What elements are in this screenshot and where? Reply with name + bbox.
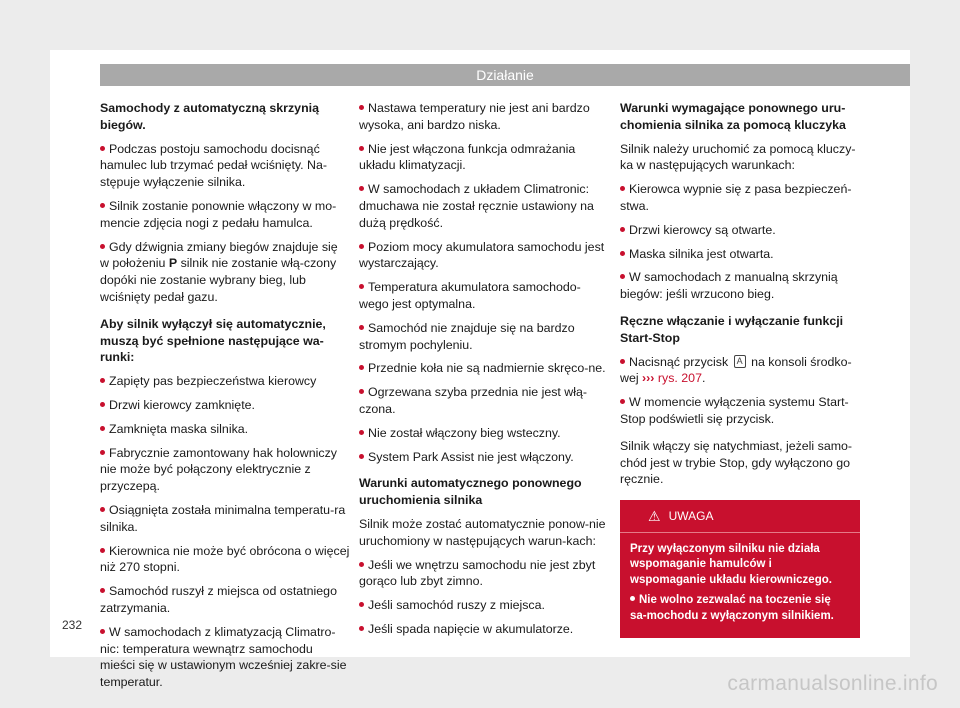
list-item: Kierowca wypnie się z pasa bezpieczeń-stwa. — [620, 182, 852, 213]
bullet-icon — [100, 426, 105, 431]
bullet-icon — [359, 389, 364, 394]
bullet-icon — [100, 507, 105, 512]
list-item: Maska silnika jest otwarta. — [620, 246, 860, 263]
list-item: Nacisnąć przycisk A na konsoli środko-wej ››› rys. 207. — [620, 354, 860, 388]
warning-header: ⚠ UWAGA — [620, 500, 860, 533]
list-item: Jeśli we wnętrzu samochodu nie jest zbyt gorąco lub zbyt zimno. — [359, 557, 596, 589]
list-item: Przednie koła nie są nadmiernie skręco-ne. — [359, 360, 609, 377]
warning-triangle-icon: ⚠ — [648, 508, 661, 525]
bullet-icon — [620, 274, 625, 279]
warning-list-item: Nie wolno zezwalać na toczenie się sa-mochodu z wyłączonym silnikiem. — [630, 594, 834, 622]
section-heading: Samochody z automatyczną skrzynią biegów. — [100, 101, 319, 132]
watermark: carmanualsonline.info — [727, 672, 938, 695]
bullet-icon — [620, 399, 625, 404]
list-item: Zapięty pas bezpieczeństwa kierowcy — [100, 373, 350, 390]
column-3 — [620, 100, 860, 638]
page-header: Działanie — [100, 64, 910, 86]
bullet-icon — [359, 284, 364, 289]
column-2 — [359, 100, 609, 645]
list-item: Samochód nie znajduje się na bardzo stromym pochyleniu. — [359, 320, 575, 352]
paragraph: Silnik należy uruchomić za pomocą kluczy-ka w następujących warunkach: — [620, 141, 856, 173]
list-item: W samochodach z układem Climatronic: dmuchawa nie został ręcznie ustawiony na dużą prędkość. — [359, 182, 594, 230]
bullet-icon — [620, 186, 625, 191]
paragraph: Silnik może zostać automatycznie ponow-nie uruchomiony w następujących warun-kach: — [359, 516, 606, 548]
list-item: Fabrycznie zamontowany hak holowniczy nie może być połączony elektrycznie z przyczepą. — [100, 445, 337, 494]
bullet-icon — [359, 626, 364, 631]
list-item: Temperatura akumulatora samochodo-wego jest optymalna. — [359, 280, 581, 311]
bullet-icon — [100, 402, 105, 407]
warning-text: Przy wyłączonym silniku nie działa wspomaganie hamulców i wspomaganie układu kierowniczego. — [630, 542, 832, 586]
list-item: W samochodach z klimatyzacją Climatro-nic: temperatura wewnątrz samochodu mieści się w ustawionym wcześniej zakre-sie temperatur. — [100, 624, 347, 690]
section-heading: Ręczne włączanie i wyłączanie funkcji Start-Stop — [620, 313, 844, 345]
list-item: Ogrzewana szyba przednia nie jest włą-czona. — [359, 385, 588, 416]
bullet-icon — [620, 227, 625, 232]
figure-reference-link[interactable]: rys. 207 — [657, 371, 702, 386]
list-item: Osiągnięta została minimalna temperatu-ra silnika. — [100, 502, 346, 534]
list-item: Nastawa temperatury nie jest ani bardzo wysoka, ani bardzo niska. — [359, 101, 590, 132]
list-item: Nie jest włączona funkcja odmrażania układu klimatyzacji. — [359, 141, 576, 173]
chevrons-icon: ››› — [642, 371, 655, 386]
bullet-icon — [359, 562, 364, 567]
bullet-icon — [359, 146, 364, 151]
list-item: W momencie wyłączenia systemu Start-Stop podświetli się przycisk. — [620, 395, 849, 426]
bullet-icon — [359, 602, 364, 607]
list-item: Samochód ruszył z miejsca od ostatniego zatrzymania. — [100, 584, 337, 615]
bullet-icon — [100, 548, 105, 553]
bullet-icon — [630, 596, 635, 601]
bullet-icon — [359, 105, 364, 110]
bullet-icon — [100, 588, 105, 593]
bullet-icon — [100, 146, 105, 151]
paragraph: Silnik włączy się natychmiast, jeżeli samo-chód jest w trybie Stop, gdy wyłączono go ręcznie. — [620, 438, 853, 487]
list-item: W samochodach z manualną skrzynią biegów: jeśli wrzucono bieg. — [620, 270, 838, 302]
column-1 — [100, 100, 350, 698]
bullet-icon — [359, 325, 364, 330]
list-item: Nie został włączony bieg wsteczny. — [359, 425, 609, 442]
bullet-icon — [359, 430, 364, 435]
list-item: Jeśli spada napięcie w akumulatorze. — [359, 621, 609, 638]
bullet-icon — [100, 450, 105, 455]
bullet-icon — [100, 244, 105, 249]
list-item: Zamknięta maska silnika. — [100, 421, 350, 438]
bullet-icon — [359, 365, 364, 370]
section-heading: Warunki wymagające ponownego uru-chomienia silnika za pomocą kluczyka — [620, 101, 846, 132]
start-stop-button-icon — [734, 355, 746, 368]
list-item: System Park Assist nie jest włączony. — [359, 449, 609, 466]
bullet-icon — [100, 203, 105, 208]
bullet-icon — [359, 454, 364, 459]
list-item: Drzwi kierowcy zamknięte. — [100, 397, 350, 414]
bullet-icon — [359, 186, 364, 191]
list-item: Podczas postoju samochodu docisnąć hamulec lub trzymać pedał wciśnięty. Na-stępuje wyłączenie silnika. — [100, 141, 328, 190]
list-item: Gdy dźwignia zmiany biegów znajduje się w położeniu P silnik nie zostanie włą-czony dopóki nie zostanie wybrany bieg, lub wciśnięty pedał gazu. — [100, 239, 338, 304]
bullet-icon — [620, 251, 625, 256]
section-heading: Aby silnik wyłączył się automatycznie, muszą być spełnione następujące wa-runki: — [100, 316, 326, 365]
bullet-icon — [100, 629, 105, 634]
list-item: Kierownica nie może być obrócona o więcej niż 270 stopni. — [100, 543, 350, 575]
warning-body — [620, 533, 860, 625]
list-item: Poziom mocy akumulatora samochodu jest wystarczający. — [359, 239, 605, 271]
bullet-icon — [100, 378, 105, 383]
page-number: 232 — [62, 618, 83, 632]
bullet-icon — [359, 244, 364, 249]
section-heading: Warunki automatycznego ponownego uruchomienia silnika — [359, 476, 582, 508]
list-item: Drzwi kierowcy są otwarte. — [620, 222, 860, 239]
bullet-icon — [620, 359, 625, 364]
list-item: Jeśli samochód ruszy z miejsca. — [359, 597, 609, 614]
warning-box — [620, 500, 860, 638]
list-item: Silnik zostanie ponownie włączony w mo-mencie zdjęcia nogi z pedału hamulca. — [100, 198, 337, 230]
